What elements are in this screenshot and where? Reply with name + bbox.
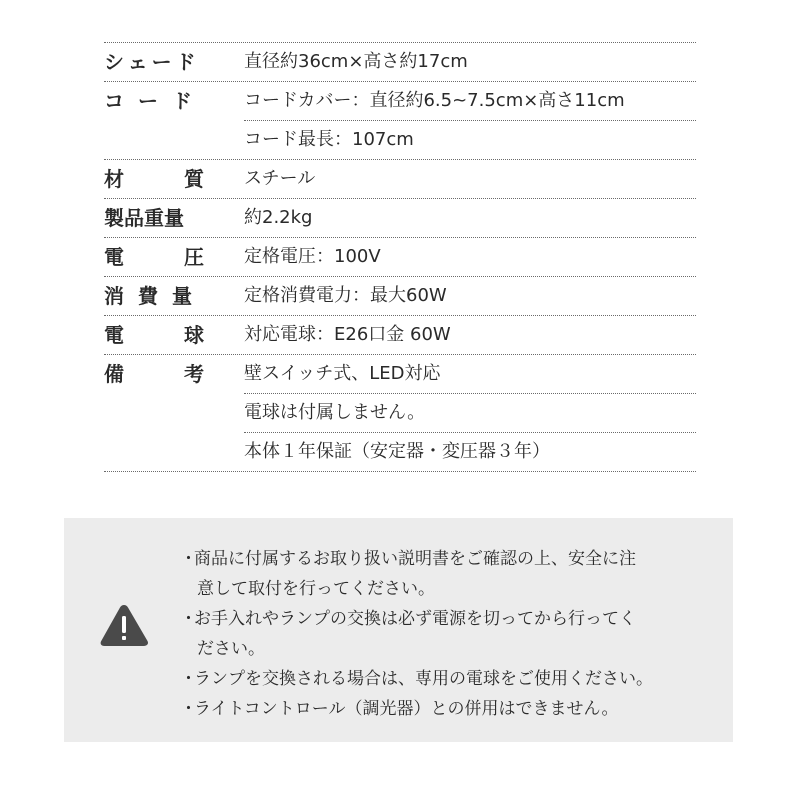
spec-value: スチール bbox=[244, 168, 316, 189]
bullet: ・ bbox=[180, 669, 197, 689]
spec-values bbox=[244, 355, 696, 471]
spec-row-voltage bbox=[104, 238, 696, 277]
spec-value: 対応電球：E26口金 60W bbox=[244, 324, 451, 345]
spec-values bbox=[244, 82, 696, 159]
warning-icon bbox=[98, 602, 150, 648]
spec-values bbox=[244, 277, 696, 315]
spec-label bbox=[104, 199, 244, 237]
spec-row-material bbox=[104, 160, 696, 199]
spec-label-text: 電圧 bbox=[104, 245, 264, 269]
spec-value: 本体１年保証（安定器・変圧器３年） bbox=[244, 441, 550, 462]
notice-text-continued: 意して取付を行ってください。 bbox=[197, 579, 435, 599]
notice-text-continued: ださい。 bbox=[197, 639, 265, 659]
spec-label-text: シェード bbox=[104, 50, 200, 74]
spec-row-weight bbox=[104, 199, 696, 238]
bullet: ・ bbox=[180, 609, 197, 629]
spec-label bbox=[104, 316, 264, 354]
notice-item bbox=[180, 544, 710, 604]
spec-label bbox=[104, 355, 264, 393]
spec-row-shade bbox=[104, 43, 696, 82]
spec-value: コード最長：107cm bbox=[244, 129, 414, 150]
notice-item bbox=[180, 694, 710, 724]
bullet: ・ bbox=[180, 549, 197, 569]
spec-label-text: 電球 bbox=[104, 323, 264, 347]
spec-label bbox=[104, 238, 264, 276]
spec-values bbox=[244, 316, 696, 354]
spec-table bbox=[104, 42, 696, 472]
notice-list bbox=[180, 544, 710, 724]
spec-label bbox=[104, 160, 264, 198]
spec-values bbox=[244, 199, 696, 237]
spec-label bbox=[104, 277, 244, 315]
spec-row-bulb bbox=[104, 316, 696, 355]
bullet: ・ bbox=[180, 699, 197, 719]
spec-label-text: 備考 bbox=[104, 362, 264, 386]
spec-label bbox=[104, 82, 244, 120]
spec-label-text: コード bbox=[104, 89, 206, 113]
spec-label-text: 消費量 bbox=[104, 284, 206, 308]
spec-label-text: 材質 bbox=[104, 167, 264, 191]
spec-label bbox=[104, 43, 244, 81]
spec-value: コードカバー：直径約6.5~7.5cm×高さ11cm bbox=[244, 82, 696, 121]
spec-value: 定格消費電力：最大60W bbox=[244, 285, 447, 306]
spec-label-text: 製品重量 bbox=[104, 206, 184, 230]
notice-text: お手入れやランプの交換は必ず電源を切ってから行ってく bbox=[194, 609, 636, 629]
spec-value: 直径約36cm×高さ約17cm bbox=[244, 51, 468, 72]
spec-value: 約2.2kg bbox=[244, 207, 313, 228]
spec-values bbox=[244, 238, 696, 276]
spec-row-remarks bbox=[104, 355, 696, 472]
spec-row-cord bbox=[104, 82, 696, 160]
spec-value: 定格電圧：100V bbox=[244, 246, 381, 267]
notice-text: 商品に付属するお取り扱い説明書をご確認の上、安全に注 bbox=[194, 549, 636, 569]
spec-value: 電球は付属しません。 bbox=[244, 394, 696, 433]
spec-row-consumption bbox=[104, 277, 696, 316]
notice-text: ライトコントロール（調光器）との併用はできません。 bbox=[194, 699, 619, 719]
notice-text: ランプを交換される場合は、専用の電球をご使用ください。 bbox=[194, 669, 653, 689]
notice-item bbox=[180, 664, 710, 694]
spec-value: 壁スイッチ式、LED対応 bbox=[244, 355, 696, 394]
spec-values bbox=[244, 160, 696, 198]
spec-values bbox=[244, 43, 696, 81]
notice-item bbox=[180, 604, 710, 664]
